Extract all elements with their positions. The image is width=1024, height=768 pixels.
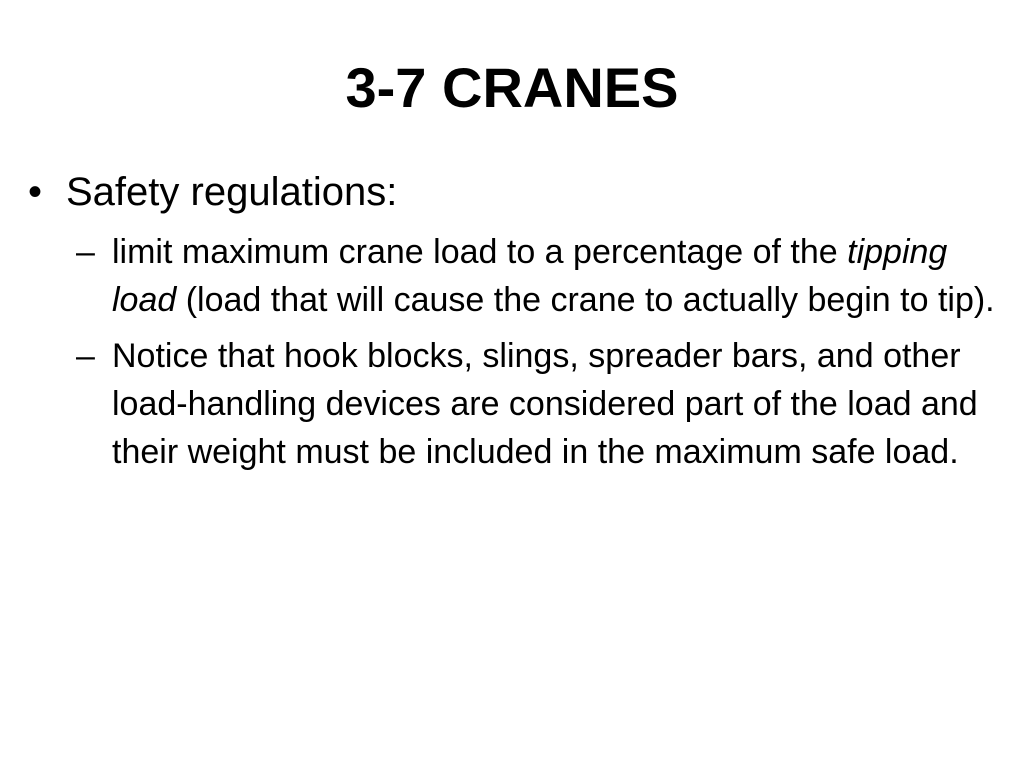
tipping-load-term: tipping load bbox=[112, 233, 948, 319]
slide-title: 3-7 CRANES bbox=[345, 56, 679, 119]
sub-item-text: Notice that hook blocks, slings, spreader bars, and other load-handling devices are considered part of the load and their weight must be included in the maximum safe load. bbox=[112, 337, 978, 471]
sub-item-load-handling-devices bbox=[76, 332, 998, 476]
bullet-safety-regulations bbox=[28, 168, 998, 216]
sub-item-text-end: (load that will cause the crane to actually begin to tip). bbox=[176, 281, 995, 319]
sub-item-tipping-load bbox=[76, 228, 998, 324]
bullet-marker: • bbox=[28, 170, 43, 214]
sub-item-text-start: limit maximum crane load to a percentage of the bbox=[112, 233, 838, 271]
sub-marker: – bbox=[76, 337, 95, 375]
sub-list bbox=[28, 228, 998, 476]
bullet-text: Safety regulations: bbox=[66, 170, 398, 214]
slide-content bbox=[28, 168, 998, 484]
sub-marker: – bbox=[76, 233, 95, 271]
